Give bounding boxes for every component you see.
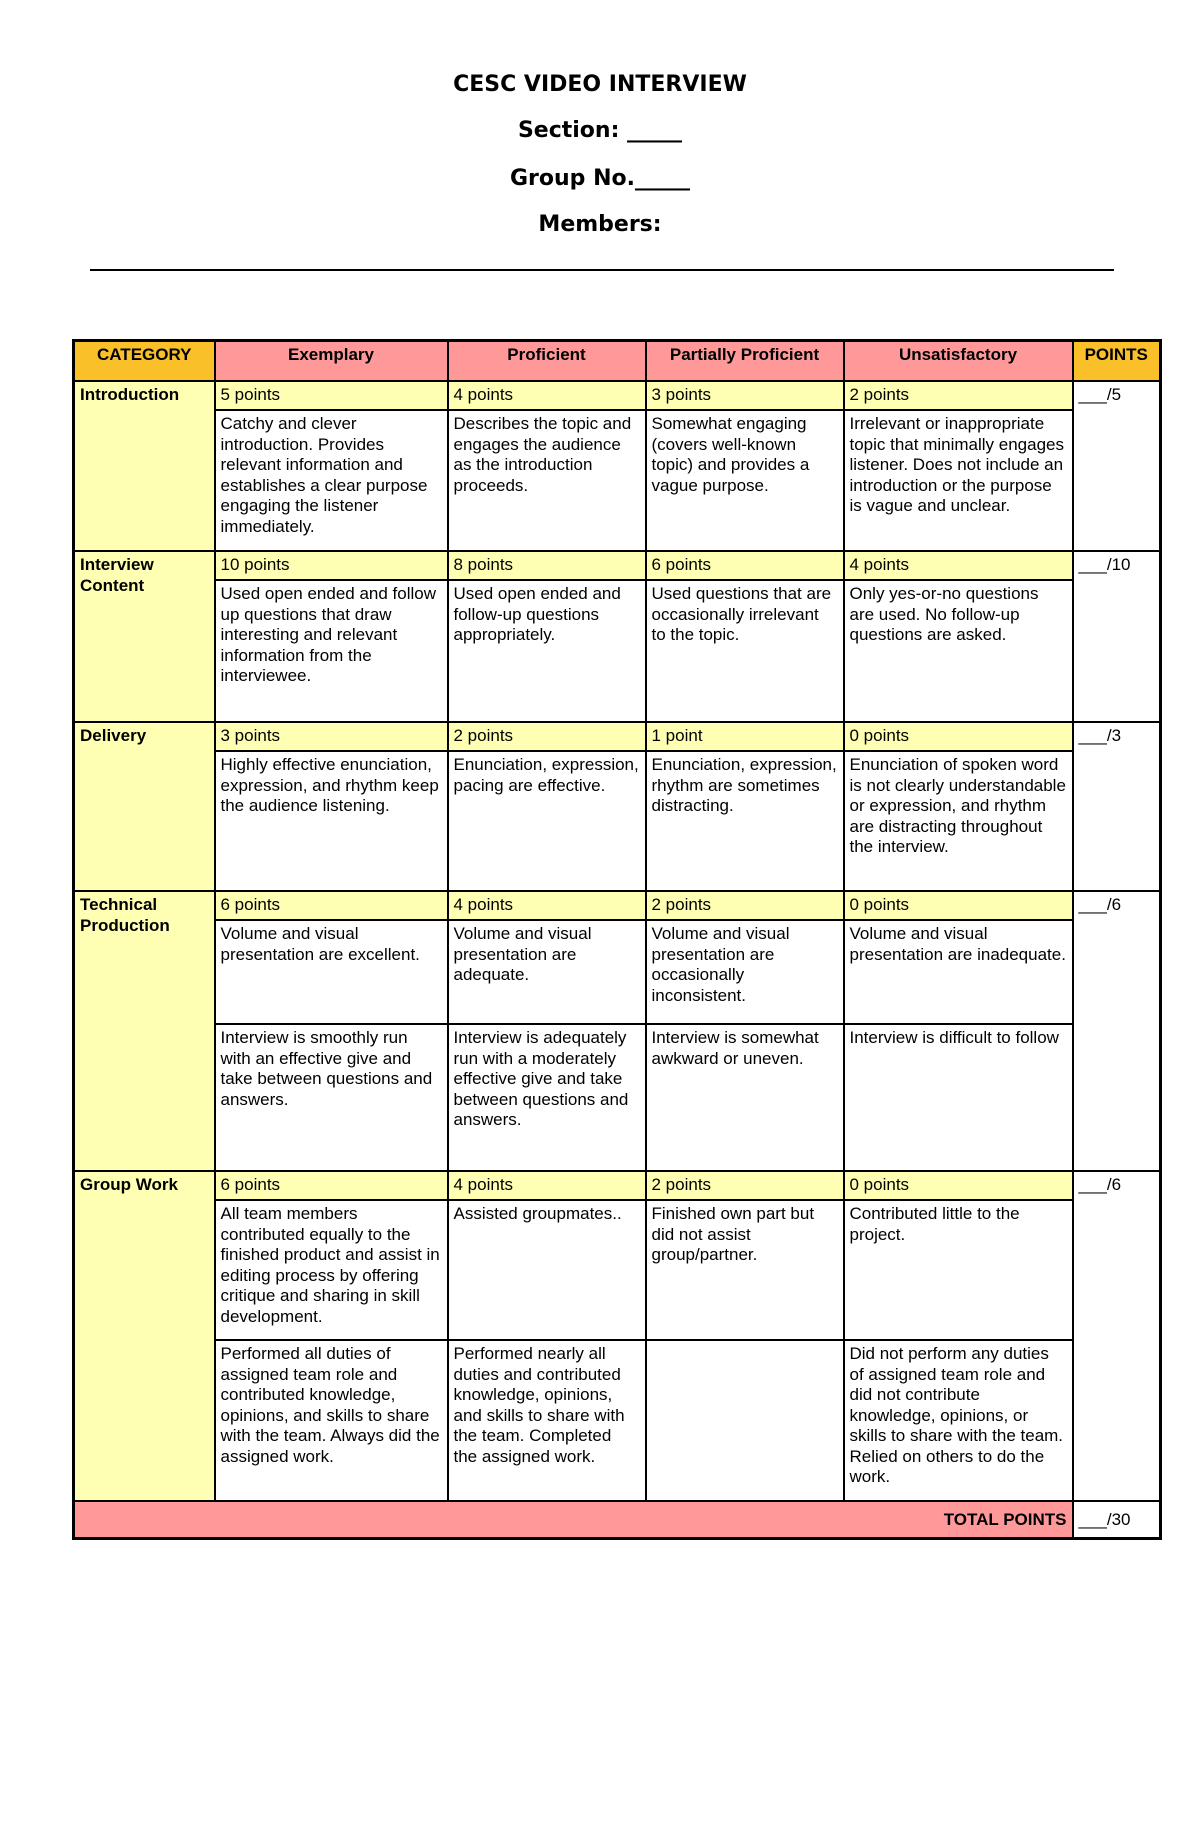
score-group-work: ___/6: [1073, 1171, 1161, 1501]
level-points: 4 points: [448, 1171, 646, 1200]
header-row: [74, 341, 1161, 382]
description-cell: Volume and visual presentation are excellent.: [215, 920, 448, 1024]
description-cell: Used open ended and follow up questions that draw interesting and relevant information from the interviewee.: [215, 580, 448, 722]
category-interview-content: Interview Content: [74, 551, 215, 722]
members-field: Members:: [538, 212, 662, 237]
description-cell: Used open ended and follow-up questions appropriately.: [448, 580, 646, 722]
header-unsatisfactory: Unsatisfactory: [844, 341, 1073, 382]
total-row: [74, 1501, 1161, 1538]
description-cell: Somewhat engaging (covers well-known topic) and provides a vague purpose.: [646, 410, 844, 551]
delivery-description-row: [74, 751, 1161, 891]
description-cell: Irrelevant or inappropriate topic that minimally engages listener. Does not include an introduction or the purpose is vague and unclear.: [844, 410, 1073, 551]
technical-description-row-1: [74, 920, 1161, 1024]
content-description-row: [74, 580, 1161, 722]
description-cell: [646, 1340, 844, 1501]
header-partially-proficient: Partially Proficient: [646, 341, 844, 382]
level-points: 4 points: [844, 551, 1073, 580]
level-points: 0 points: [844, 891, 1073, 920]
group-number-field: Group No._____: [510, 166, 690, 191]
description-cell: Describes the topic and engages the audience as the introduction proceeds.: [448, 410, 646, 551]
rubric-table: [72, 339, 1162, 1540]
introduction-description-row: [74, 410, 1161, 551]
description-cell: Interview is smoothly run with an effective give and take between questions and answers.: [215, 1024, 448, 1171]
section-field: Section: _____: [517, 118, 683, 143]
description-cell: Interview is difficult to follow: [844, 1024, 1073, 1171]
description-cell: Enunciation of spoken word is not clearly understandable or expression, and rhythm are distracting throughout the interview.: [844, 751, 1073, 891]
description-cell: Volume and visual presentation are occasionally inconsistent.: [646, 920, 844, 1024]
description-cell: Enunciation, expression, pacing are effective.: [448, 751, 646, 891]
level-points: 8 points: [448, 551, 646, 580]
level-points: 6 points: [215, 1171, 448, 1200]
description-cell: Interview is somewhat awkward or uneven.: [646, 1024, 844, 1171]
header-category: CATEGORY: [74, 341, 215, 382]
total-points-score: ___/30: [1073, 1501, 1161, 1538]
level-points: 6 points: [215, 891, 448, 920]
score-technical-production: ___/6: [1073, 891, 1161, 1171]
level-points: 0 points: [844, 722, 1073, 751]
total-points-label: TOTAL POINTS: [74, 1501, 1073, 1538]
content-points-row: [74, 551, 1161, 580]
level-points: 3 points: [646, 381, 844, 410]
description-cell: Used questions that are occasionally irrelevant to the topic.: [646, 580, 844, 722]
description-cell: Performed all duties of assigned team role and contributed knowledge, opinions, and skills to share with the team. Always did the assigned work.: [215, 1340, 448, 1501]
level-points: 0 points: [844, 1171, 1073, 1200]
level-points: 4 points: [448, 381, 646, 410]
description-cell: Did not perform any duties of assigned team role and did not contribute knowledge, opinions, or skills to share with the team. Relied on others to do the work.: [844, 1340, 1073, 1501]
level-points: 3 points: [215, 722, 448, 751]
description-cell: Assisted groupmates..: [448, 1200, 646, 1340]
level-points: 5 points: [215, 381, 448, 410]
level-points: 2 points: [646, 891, 844, 920]
description-cell: Only yes-or-no questions are used. No follow-up questions are asked.: [844, 580, 1073, 722]
document-title: CESC VIDEO INTERVIEW: [453, 72, 747, 97]
description-cell: Enunciation, expression, rhythm are sometimes distracting.: [646, 751, 844, 891]
group-work-description-row-2: [74, 1340, 1161, 1501]
description-cell: Contributed little to the project.: [844, 1200, 1073, 1340]
level-points: 2 points: [448, 722, 646, 751]
members-line: [90, 269, 1114, 271]
level-points: 2 points: [844, 381, 1073, 410]
description-cell: Finished own part but did not assist group/partner.: [646, 1200, 844, 1340]
technical-points-row: [74, 891, 1161, 920]
group-work-points-row: [74, 1171, 1161, 1200]
header-proficient: Proficient: [448, 341, 646, 382]
description-cell: Performed nearly all duties and contributed knowledge, opinions, and skills to share with the team. Completed the assigned work.: [448, 1340, 646, 1501]
delivery-points-row: [74, 722, 1161, 751]
description-cell: Volume and visual presentation are adequate.: [448, 920, 646, 1024]
group-work-description-row-1: [74, 1200, 1161, 1340]
score-introduction: ___/5: [1073, 381, 1161, 551]
category-introduction: Introduction: [74, 381, 215, 551]
description-cell: Catchy and clever introduction. Provides relevant information and establishes a clear purpose engaging the listener immediately.: [215, 410, 448, 551]
description-cell: All team members contributed equally to the finished product and assist in editing process by offering critique and sharing in skill development.: [215, 1200, 448, 1340]
category-technical-production: Technical Production: [74, 891, 215, 1171]
score-interview-content: ___/10: [1073, 551, 1161, 722]
introduction-points-row: [74, 381, 1161, 410]
level-points: 1 point: [646, 722, 844, 751]
level-points: 2 points: [646, 1171, 844, 1200]
description-cell: Interview is adequately run with a moderately effective give and take between questions and answers.: [448, 1024, 646, 1171]
level-points: 6 points: [646, 551, 844, 580]
technical-description-row-2: [74, 1024, 1161, 1171]
description-cell: Highly effective enunciation, expression, and rhythm keep the audience listening.: [215, 751, 448, 891]
level-points: 4 points: [448, 891, 646, 920]
category-delivery: Delivery: [74, 722, 215, 891]
category-group-work: Group Work: [74, 1171, 215, 1501]
header-exemplary: Exemplary: [215, 341, 448, 382]
level-points: 10 points: [215, 551, 448, 580]
score-delivery: ___/3: [1073, 722, 1161, 891]
description-cell: Volume and visual presentation are inadequate.: [844, 920, 1073, 1024]
header-points: POINTS: [1073, 341, 1161, 382]
